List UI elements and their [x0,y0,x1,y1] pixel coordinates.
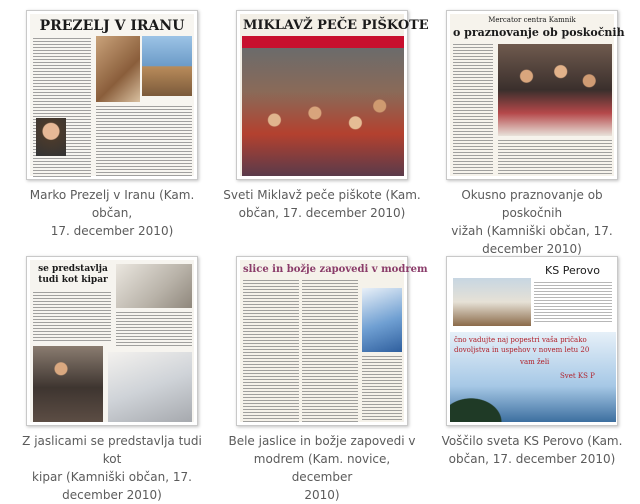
clipping-headline: se predstavlja tudi kot kipar [38,264,108,285]
sculpture-photo [116,264,192,308]
clipping-headline: slice in božje zapovedi v modrem [243,264,428,275]
clipping-thumbnail[interactable] [26,256,198,426]
clipping-headline: PREZELJ V IRANU [39,18,185,34]
card-title: KS Perovo [545,264,600,277]
pine-branch-icon [450,384,520,422]
clipping-thumbnail[interactable] [26,10,198,180]
mountain-photo [96,36,140,102]
crowd-photo [498,44,612,136]
sky-photo [142,36,192,96]
thumbnail-caption[interactable]: Okusno praznovanje ob poskočnih vižah (Kamniški občan, 17. december 2010) [451,188,613,256]
village-photo [453,278,531,326]
gallery-item[interactable] [222,10,429,222]
newspaper-clipping [450,14,625,176]
gallery-item[interactable] [12,10,212,240]
nativity-photo [108,352,192,422]
blue-tablet-photo [362,288,402,352]
newspaper-clipping [240,14,429,176]
clipping-kicker: Mercator centra Kamnik [488,16,576,24]
clipping-headline: MIKLAVŽ PEČE PIŠKOTE [243,18,429,33]
gallery-item[interactable] [432,10,632,258]
portrait-photo [36,118,66,156]
newspaper-clipping [30,260,194,422]
thumbnail-caption[interactable]: Sveti Miklavž peče piškote (Kam. občan, 17. december 2010) [223,188,421,220]
thumbnail-caption[interactable]: Z jaslicami se predstavlja tudi kot kipar (Kamniški občan, 17. december 2010) [22,434,202,502]
card-banner: čno vadujte naj popestri vaša pričako dovoljstva in uspehov v novem letu 20 vam želi Svet KS P [450,332,616,422]
clipping-thumbnail[interactable] [446,10,625,180]
gallery-item[interactable] [222,256,428,504]
clipping-headline: o praznovanje ob poskočnih [453,26,625,39]
thumbnail-caption[interactable]: Voščilo sveta KS Perovo (Kam. občan, 17. december 2010) [441,434,623,466]
clipping-thumbnail[interactable] [236,10,429,180]
newspaper-clipping [240,260,428,422]
crowd-photo [242,36,404,176]
greeting-card-clipping [450,260,614,422]
gallery-item[interactable] [12,256,212,504]
people-photo [33,346,103,422]
gallery-item[interactable] [432,256,632,468]
newspaper-clipping [30,14,194,176]
clipping-thumbnail[interactable] [446,256,618,426]
clipping-thumbnail[interactable] [236,256,428,426]
thumbnail-caption[interactable]: Bele jaslice in božje zapovedi v modrem (Kam. novice, december 2010) [228,434,416,502]
thumbnail-caption[interactable]: Marko Prezelj v Iranu (Kam. občan, 17. december 2010) [29,188,195,238]
